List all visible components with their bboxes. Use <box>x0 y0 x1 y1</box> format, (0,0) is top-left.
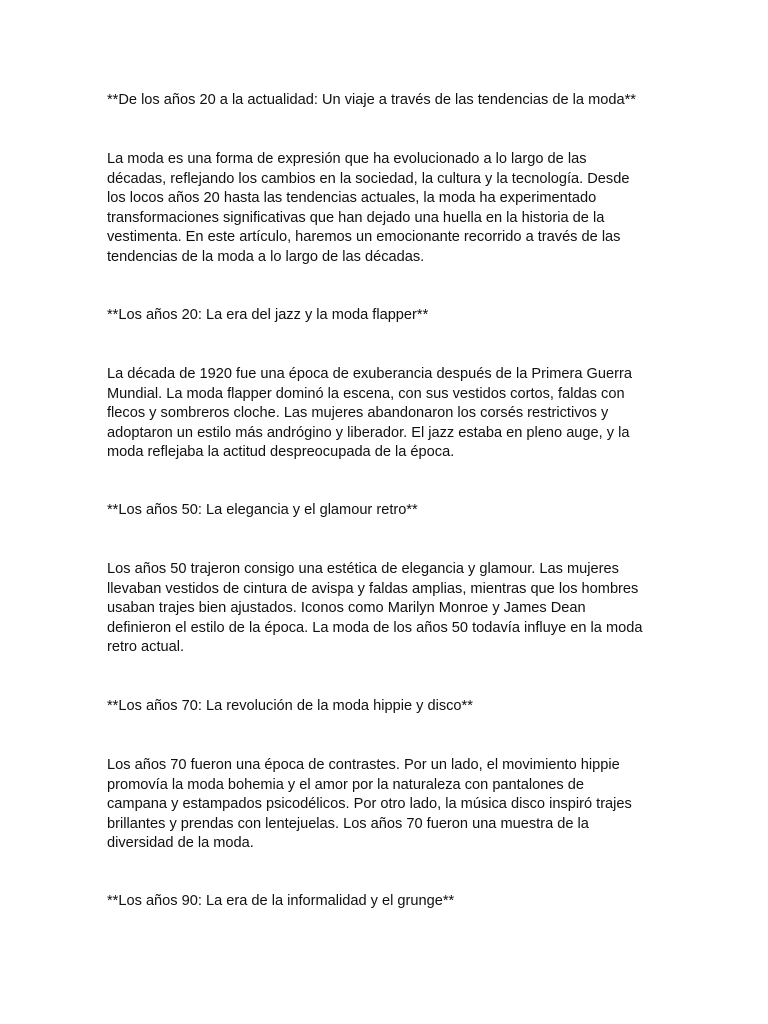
section-50s-line: definieron el estilo de la época. La moda de los años 50 todavía influye en la moda <box>107 619 643 636</box>
section-70s-line: brillantes y prendas con lentejuelas. Los años 70 fueron una muestra de la <box>107 815 589 832</box>
section-heading-20s: **Los años 20: La era del jazz y la moda flapper** <box>107 307 429 323</box>
intro-line: vestimenta. En este artículo, haremos un emocionante recorrido a través de las <box>107 229 621 245</box>
intro-line: los locos años 20 hasta las tendencias actuales, la moda ha experimentado <box>107 190 597 206</box>
section-heading-70s: **Los años 70: La revolución de la moda hippie y disco** <box>107 698 473 714</box>
section-heading-90s: **Los años 90: La era de la informalidad y el grunge** <box>107 893 455 909</box>
section-70s-line: diversidad de la moda. <box>107 835 254 851</box>
intro-line: tendencias de la moda a lo largo de las décadas. <box>107 248 425 265</box>
section-50s-line: Los años 50 trajeron consigo una estética de elegancia y glamour. Las mujeres <box>107 561 619 577</box>
section-20s-line: La década de 1920 fue una época de exuberancia después de la Primera Guerra <box>107 366 632 382</box>
section-20s-line: adoptaron un estilo más andrógino y liberador. El jazz estaba en pleno auge, y la <box>107 424 630 441</box>
section-70s-line: Los años 70 fueron una época de contrastes. Por un lado, el movimiento hippie <box>107 757 620 773</box>
section-70s-line: promovía la moda bohemia y el amor por la naturaleza con pantalones de <box>107 776 585 793</box>
section-heading-50s: **Los años 50: La elegancia y el glamour retro** <box>107 502 418 518</box>
section-50s-line: usaban trajes bien ajustados. Iconos como Marilyn Monroe y James Dean <box>107 600 586 616</box>
section-50s-line: llevaban vestidos de cintura de avispa y faldas amplias, mientras que los hombres <box>107 580 639 597</box>
intro-line: décadas, reflejando los cambios en la sociedad, la cultura y la tecnología. Desde <box>107 170 630 187</box>
section-20s-line: moda reflejaba la actitud despreocupada de la época. <box>107 444 455 460</box>
section-50s-line: retro actual. <box>107 639 185 655</box>
section-20s-line: Mundial. La moda flapper dominó la escena, con sus vestidos cortos, faldas con <box>107 385 625 402</box>
section-20s-line: flecos y sombreros cloche. Las mujeres abandonaron los corsés restrictivos y <box>107 405 609 421</box>
section-70s-line: campana y estampados psicodélicos. Por otro lado, la música disco inspiró trajes <box>107 796 632 812</box>
document-title: **De los años 20 a la actualidad: Un viaje a través de las tendencias de la moda** <box>107 92 636 108</box>
intro-line: La moda es una forma de expresión que ha evolucionado a lo largo de las <box>107 151 587 167</box>
intro-line: transformaciones significativas que han dejado una huella en la historia de la <box>107 209 605 226</box>
